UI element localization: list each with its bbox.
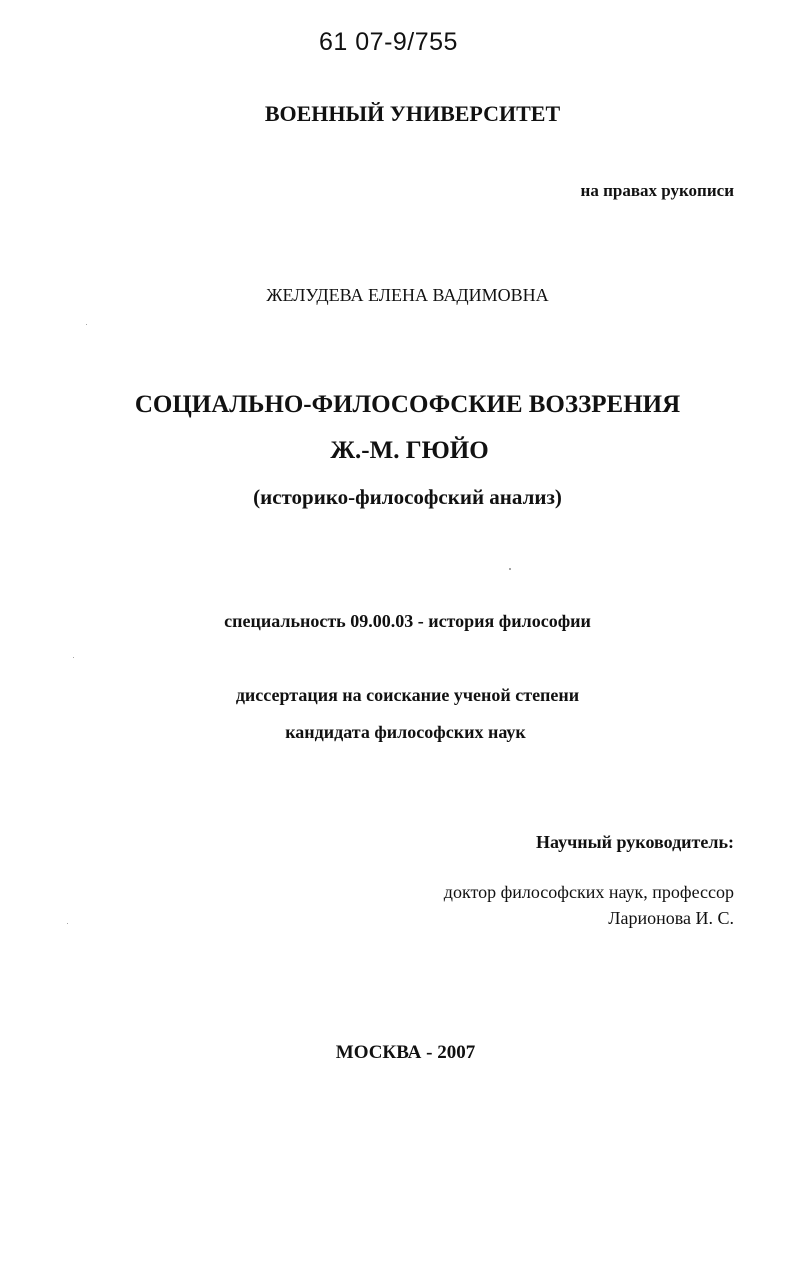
scan-speck <box>509 568 511 570</box>
advisor-label: Научный руководитель: <box>536 832 734 852</box>
city-year: МОСКВА - 2007 <box>335 1042 476 1063</box>
scan-speck <box>86 324 87 325</box>
dissertation-title-line-2: Ж.-М. ГЮЙО <box>330 437 489 464</box>
scan-speck <box>73 657 74 658</box>
archive-number: 61 07-9/755 <box>319 28 458 56</box>
degree-line-2: кандидата философских наук <box>285 722 526 742</box>
author-name: ЖЕЛУДЕВА ЕЛЕНА ВАДИМОВНА <box>266 285 549 305</box>
dissertation-title-line-1: СОЦИАЛЬНО-ФИЛОСОФСКИЕ ВОЗЗРЕНИЯ <box>134 391 681 418</box>
advisor-degree: доктор философских наук, профессор <box>443 882 734 902</box>
institution-name: ВОЕННЫЙ УНИВЕРСИТЕТ <box>264 101 561 126</box>
advisor-name: Ларионова И. С. <box>608 908 734 928</box>
dissertation-subtitle: (историко-философский анализ) <box>253 485 562 509</box>
specialty-line: специальность 09.00.03 - история философии <box>224 611 591 631</box>
scan-speck <box>67 923 68 924</box>
degree-line-1: диссертация на соискание ученой степени <box>235 685 580 705</box>
manuscript-rights-note: на правах рукописи <box>580 181 734 200</box>
